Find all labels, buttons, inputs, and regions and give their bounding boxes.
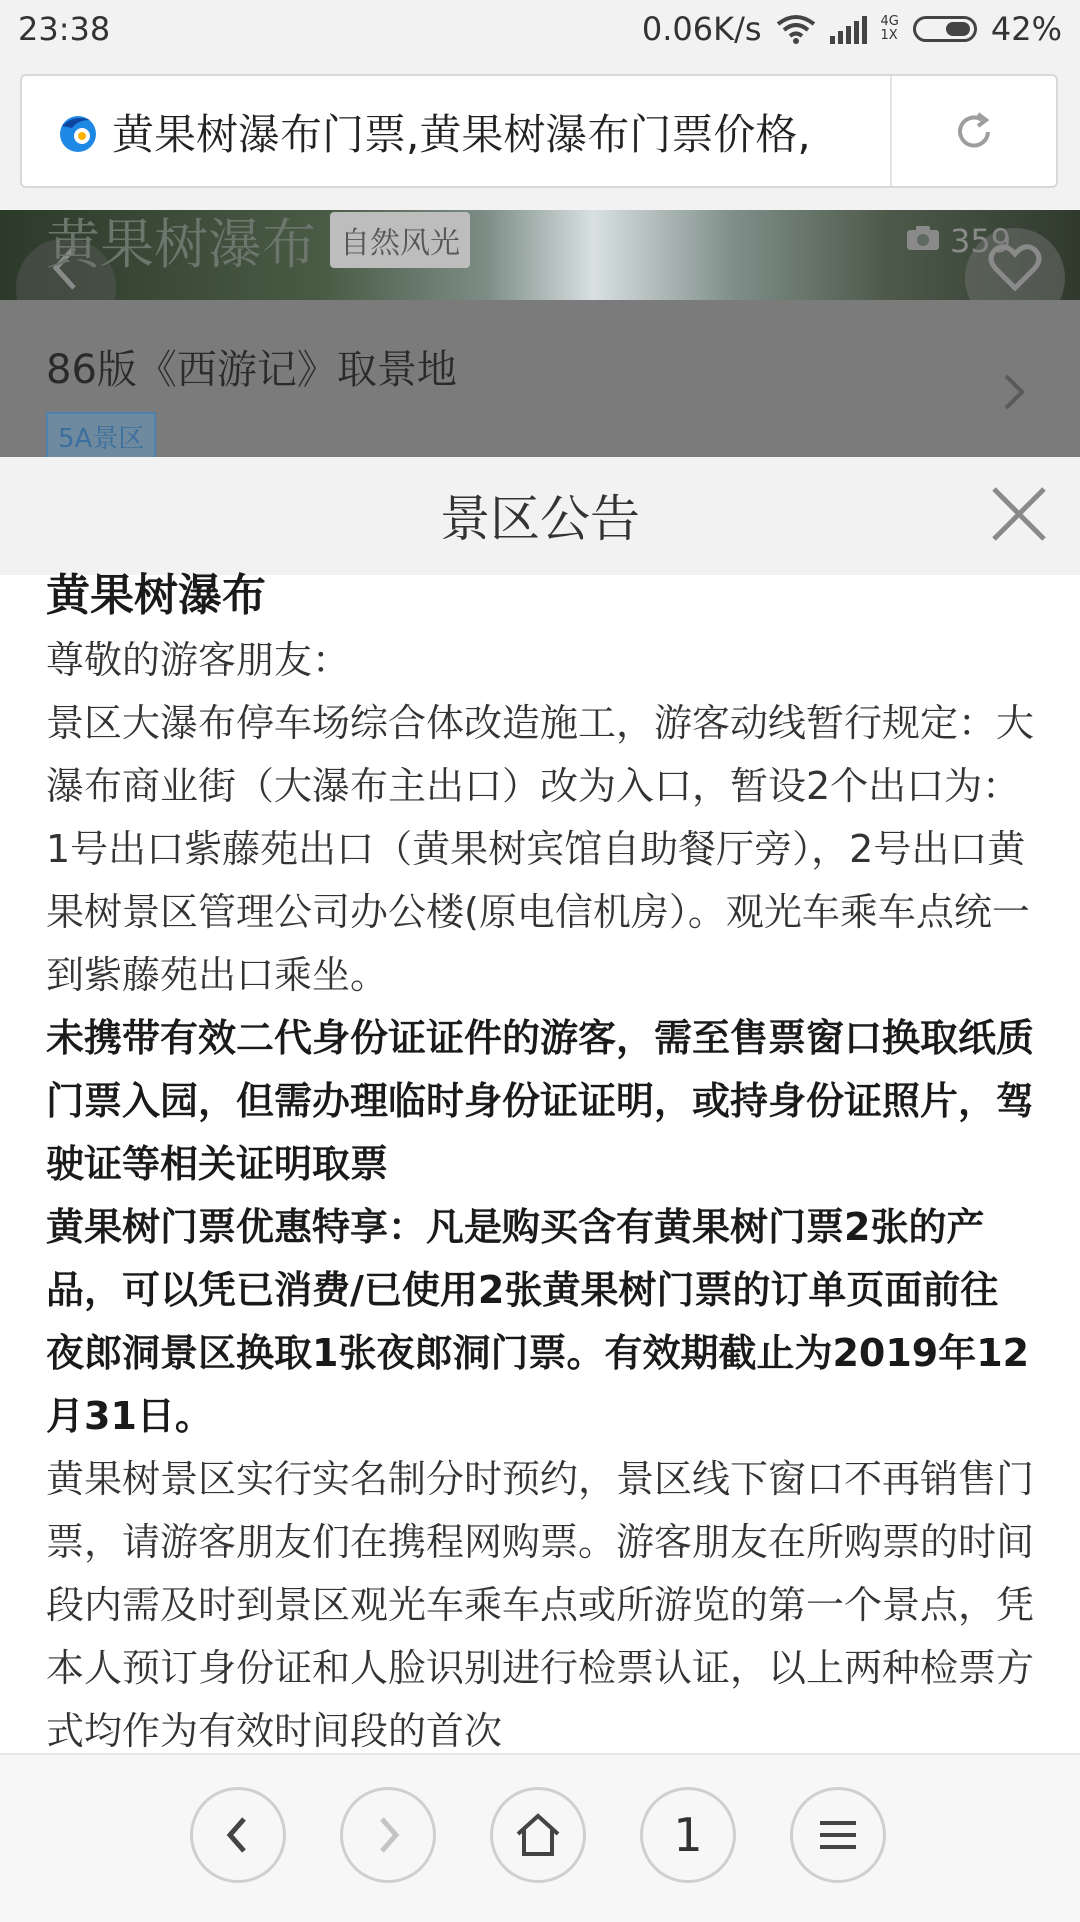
browser-bottom-bar	[0, 1753, 1080, 1922]
status-icons	[642, 10, 1062, 48]
paragraph: 尊敬的游客朋友：	[46, 638, 351, 682]
divider	[890, 76, 892, 186]
paragraph-bold: 未携带有效二代身份证证件的游客，需至售票窗口换取纸质门票入园，但需办理临时身份证证明，或持身份证照片，驾驶证等相关证明取票	[46, 1016, 1035, 1186]
scenic-subtitle[interactable]: 86版《西游记》取景地	[46, 347, 457, 393]
hero-photo	[0, 210, 1080, 300]
back-nav-button[interactable]	[190, 1787, 286, 1883]
paragraph: 黄果树景区实行实名制分时预约，景区线下窗口不再销售门票，请游客朋友们在携程网购票。游客朋友在所购票的时间段内需及时到景区观光车乘车点或所游览的第一个景点，凭本人预订身份证和人脸识别进行检票认证，以上两种检票方式均作为有效时间段的首次	[46, 1457, 1035, 1753]
url-text[interactable]: 黄果树瀑布门票,黄果树瀑布门票价格,	[112, 110, 811, 159]
home-button[interactable]	[490, 1787, 586, 1883]
tabs-button[interactable]	[640, 1787, 736, 1883]
camera-icon	[905, 224, 941, 252]
status-bar	[0, 0, 1080, 62]
rating-badge: 5A景区	[46, 412, 156, 461]
wifi-icon	[776, 14, 816, 44]
favorite-button[interactable]	[965, 228, 1065, 300]
close-icon[interactable]	[990, 485, 1048, 543]
chevron-right-icon[interactable]	[1000, 370, 1030, 414]
battery-icon	[913, 16, 977, 42]
category-tag: 自然风光	[330, 212, 470, 268]
clock: 23:38	[18, 10, 111, 48]
reload-icon[interactable]	[952, 110, 996, 154]
tab-count: 1	[673, 1808, 703, 1862]
scenic-info	[0, 300, 1080, 457]
arrow-left-icon	[218, 1813, 258, 1857]
paragraph: 景区大瀑布停车场综合体改造施工，游客动线暂行规定：大瀑布商业街（大瀑布主出口）改为入口，暂设2个出口为：1号出口紫藤苑出口（黄果树宾馆自助餐厅旁），2号出口黄果树景区管理公司办公楼(原电信机房）。观光车乘车点统一到紫藤苑出口乘坐。	[46, 701, 1035, 997]
forward-nav-button[interactable]	[340, 1787, 436, 1883]
network-type: 4G 1X	[880, 14, 899, 43]
heart-icon	[965, 218, 1065, 300]
signal-icon	[830, 14, 867, 44]
menu-button[interactable]	[790, 1787, 886, 1883]
modal-title: 景区公告	[440, 490, 640, 548]
announcement-content	[46, 565, 1036, 1753]
home-icon	[513, 1812, 563, 1858]
menu-icon	[816, 1817, 860, 1853]
arrow-right-icon	[368, 1813, 408, 1857]
scenic-title: 黄果树瀑布	[46, 213, 316, 276]
battery-percent: 42%	[990, 10, 1062, 48]
announcement-header	[0, 457, 1080, 575]
paragraph-bold: 黄果树门票优惠特享：凡是购买含有黄果树门票2张的产品，可以凭已消费/已使用2张黄果树门票的订单页面前往夜郎洞景区换取1张夜郎洞门票。有效期截止为2019年12月31日。	[46, 1205, 1030, 1438]
network-speed: 0.06K/s	[641, 10, 762, 48]
announcement-heading: 黄果树瀑布	[46, 570, 266, 621]
site-logo-icon	[54, 110, 98, 154]
address-bar[interactable]	[20, 74, 1058, 188]
browser-toolbar	[0, 62, 1080, 210]
photo-count[interactable]: 359	[950, 222, 1012, 260]
